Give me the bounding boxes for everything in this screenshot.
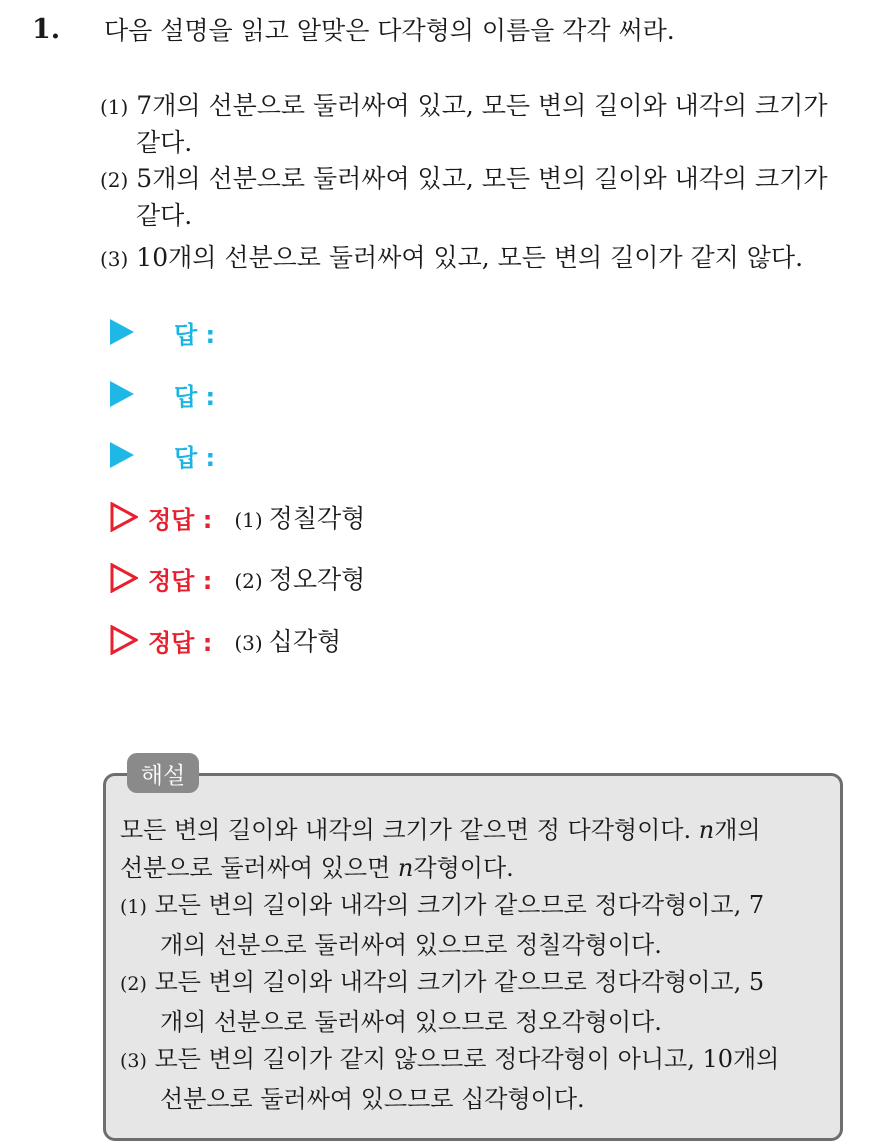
solution-intro-line-1: 모든 변의 길이와 내각의 크기가 같으면 정 다각형이다. n개의 (120, 816, 761, 844)
subquestion-text-continued: 같다. (136, 201, 193, 230)
subquestion-text: 7개의 선분으로 둘러싸여 있고, 모든 변의 길이와 내각의 크기가 (136, 91, 828, 120)
subquestion-3 (100, 240, 803, 277)
play-triangle-icon (110, 319, 134, 345)
answer-row-2[interactable] (110, 374, 215, 414)
solution-item-1-continued: 개의 선분으로 둘러싸여 있으므로 정칠각형이다. (160, 930, 662, 959)
correct-answer-text: 정오각형 (268, 565, 366, 594)
subquestion-number: (3) (100, 247, 129, 271)
question-prompt: 다음 설명을 읽고 알맞은 다각형의 이름을 각각 써라. (104, 16, 675, 45)
subquestion-text: 10개의 선분으로 둘러싸여 있고, 모든 변의 길이가 같지 않다. (136, 243, 804, 272)
correct-answer-number: (1) (234, 508, 263, 532)
correct-answer-text: 정칠각형 (268, 504, 366, 533)
outline-triangle-icon (110, 563, 138, 593)
solution-text (120, 812, 840, 1118)
subquestion-1 (100, 88, 827, 161)
answer-label: 답 : (174, 382, 216, 411)
subquestion-text-continued: 같다. (136, 128, 193, 157)
play-triangle-icon (110, 442, 134, 468)
play-triangle-icon (110, 381, 134, 407)
subquestion-2 (100, 161, 827, 234)
answer-row-1[interactable] (110, 312, 215, 352)
answer-row-3[interactable] (110, 435, 215, 475)
subquestion-number: (2) (100, 168, 129, 192)
solution-intro-line-2: 선분으로 둘러싸여 있으면 n각형이다. (120, 853, 514, 882)
correct-answer-number: (3) (234, 631, 263, 655)
answer-label: 답 : (174, 320, 216, 349)
correct-answer-row-3 (110, 620, 341, 660)
correct-answer-label: 정답 : (148, 505, 213, 534)
correct-answer-label: 정답 : (148, 628, 213, 657)
solution-tab: 해설 (127, 753, 199, 793)
solution-item-1: (1) 모든 변의 길이와 내각의 크기가 같으므로 정다각형이고, 7 (120, 891, 765, 919)
solution-item-3-continued: 선분으로 둘러싸여 있으므로 십각형이다. (160, 1084, 585, 1113)
correct-answer-value (234, 622, 341, 658)
solution-item-2: (2) 모든 변의 길이와 내각의 크기가 같으므로 정다각형이고, 5 (120, 968, 765, 996)
solution-item-2-continued: 개의 선분으로 둘러싸여 있으므로 정오각형이다. (160, 1007, 662, 1036)
solution-item-3: (3) 모든 변의 길이가 같지 않으므로 정다각형이 아니고, 10개의 (120, 1045, 780, 1073)
subquestion-text: 5개의 선분으로 둘러싸여 있고, 모든 변의 길이와 내각의 크기가 (136, 164, 828, 193)
correct-answer-value (234, 499, 365, 535)
correct-answer-row-1 (110, 497, 365, 537)
outline-triangle-icon (110, 625, 138, 655)
answer-label: 답 : (174, 443, 216, 472)
correct-answer-value (234, 560, 365, 596)
subquestion-number: (1) (100, 95, 129, 119)
question-number: 1. (32, 14, 61, 45)
correct-answer-row-2 (110, 558, 365, 598)
correct-answer-label: 정답 : (148, 566, 213, 595)
correct-answer-number: (2) (234, 569, 263, 593)
outline-triangle-icon (110, 502, 138, 532)
correct-answer-text: 십각형 (268, 627, 342, 656)
